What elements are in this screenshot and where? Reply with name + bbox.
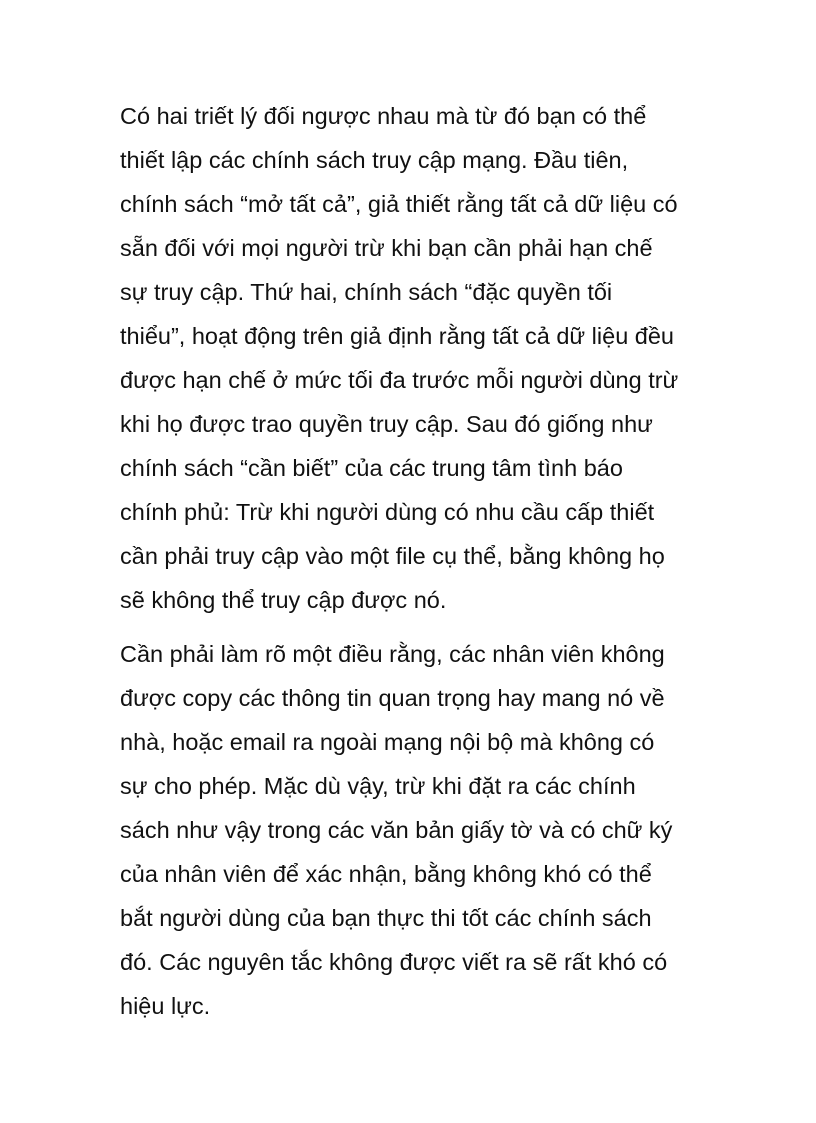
text-line: hiệu lực.: [120, 993, 211, 1019]
text-line: được copy các thông tin quan trọng hay mang nó về: [120, 685, 665, 711]
text-line: nhà, hoặc email ra ngoài mạng nội bộ mà không có: [120, 729, 655, 755]
text-line: chính sách “mở tất cả”, giả thiết rằng tất cả dữ liệu có: [120, 191, 678, 217]
text-line: bắt người dùng của bạn thực thi tốt các chính sách: [120, 905, 652, 931]
text-line: sẵn đối với mọi người trừ khi bạn cần phải hạn chế: [120, 235, 653, 261]
text-line: đó. Các nguyên tắc không được viết ra sẽ rất khó có: [120, 949, 668, 975]
text-line: sự cho phép. Mặc dù vậy, trừ khi đặt ra các chính: [120, 773, 636, 799]
text-line: Có hai triết lý đối ngược nhau mà từ đó bạn có thể: [120, 103, 647, 129]
text-line: sự truy cập. Thứ hai, chính sách “đặc quyền tối: [120, 279, 613, 305]
text-line: sách như vậy trong các văn bản giấy tờ và có chữ ký: [120, 817, 673, 843]
text-line: được hạn chế ở mức tối đa trước mỗi người dùng trừ: [120, 367, 679, 393]
paragraph-access-philosophies: [120, 94, 710, 622]
text-line: chính phủ: Trừ khi người dùng có nhu cầu cấp thiết: [120, 499, 655, 525]
text-line: của nhân viên để xác nhận, bằng không khó có thể: [120, 861, 652, 887]
paragraph-written-policies: [120, 632, 710, 1028]
text-line: thiết lập các chính sách truy cập mạng. Đầu tiên,: [120, 147, 629, 173]
text-line: cần phải truy cập vào một file cụ thể, bằng không họ: [120, 543, 665, 569]
text-line: chính sách “cần biết” của các trung tâm tình báo: [120, 455, 623, 481]
document-page: [120, 94, 710, 1028]
text-line: sẽ không thể truy cập được nó.: [120, 587, 447, 613]
text-line: khi họ được trao quyền truy cập. Sau đó giống như: [120, 411, 653, 437]
text-line: Cần phải làm rõ một điều rằng, các nhân viên không: [120, 641, 665, 667]
text-line: thiểu”, hoạt động trên giả định rằng tất cả dữ liệu đều: [120, 323, 675, 349]
